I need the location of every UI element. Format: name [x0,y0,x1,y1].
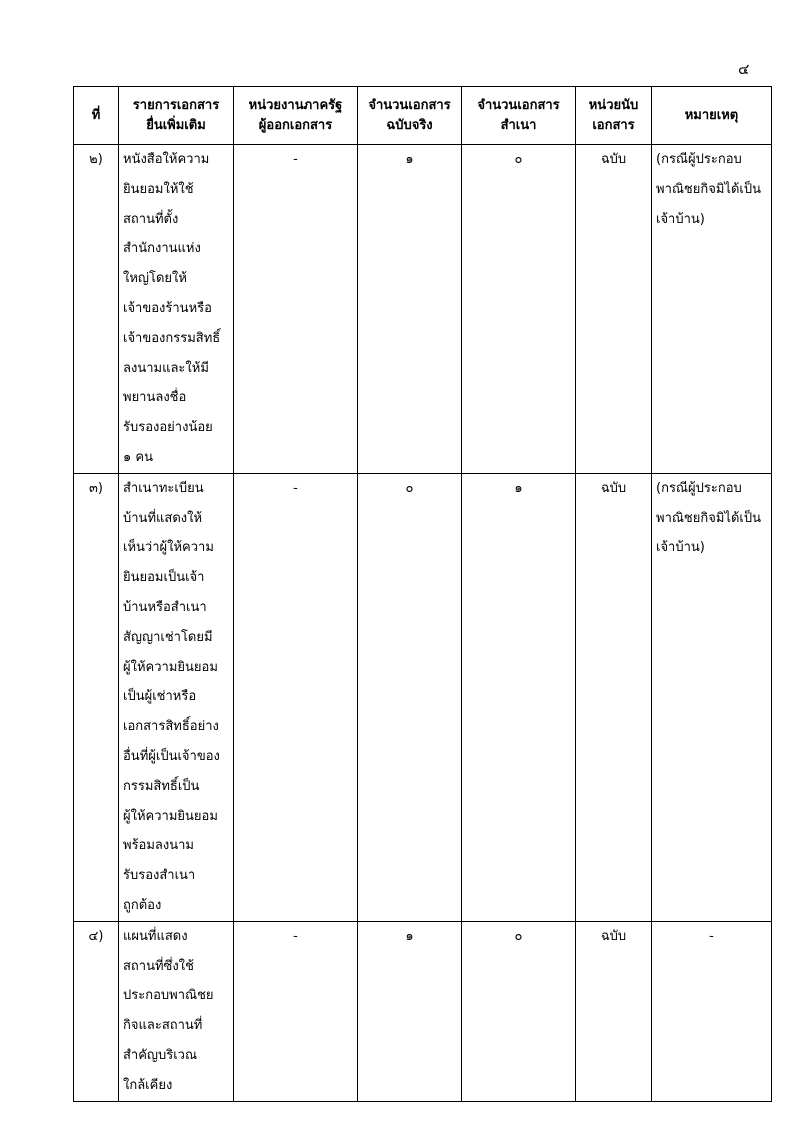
document-name-line: แผนที่แสดง [123,928,188,944]
document-unit: ฉบับ [576,473,652,921]
document-name-line: บ้านหรือสำเนา [123,599,207,615]
document-name-line: พยานลงชื่อ [123,390,187,406]
table-row [74,145,772,474]
remark [652,473,772,921]
document-name-line: เจ้าของร้านหรือ [123,300,212,316]
document-name-line: ผู้ให้ความยินยอม [123,808,218,824]
table-row [74,921,772,1101]
document-name [119,473,234,921]
original-count: ๑ [358,145,462,474]
document-name-line: รับรองอย่างน้อย [123,420,213,436]
documents-table [73,86,772,1102]
document-name-line: เห็นว่าผู้ให้ความ [123,540,214,556]
document-name [119,145,234,474]
document-name-line: สำนักงานแห่ง [123,241,201,257]
document-name-line: ใหญ่โดยให้ [123,271,187,287]
remark [652,145,772,474]
remark-line: เจ้าบ้าน) [656,211,705,227]
header-document: รายการเอกสาร ยื่นเพิ่มเติม [119,87,234,145]
document-name-line: อื่นที่ผู้เป็นเจ้าของ [123,748,220,764]
issuing-agency: - [234,473,358,921]
document-name-line: สำเนาทะเบียน [123,480,204,496]
remark-line: เจ้าบ้าน) [656,540,705,556]
remark-line: - [709,928,714,944]
document-name-line: กิจและสถานที่ [123,1018,203,1034]
remark-line: พาณิชยกิจมิได้เป็น [656,510,761,526]
row-number: ๓) [74,473,119,921]
document-name-line: กรรมสิทธิ์เป็น [123,778,200,794]
header-copy-count: จำนวนเอกสาร สำเนา [462,87,576,145]
document-name-line: พร้อมลงนาม [123,838,194,854]
document-name-line: ยินยอมเป็นเจ้า [123,570,205,586]
table-body [74,145,772,1102]
header-remark: หมายเหตุ [652,87,772,145]
table-row [74,473,772,921]
header-original-count: จำนวนเอกสาร ฉบับจริง [358,87,462,145]
issuing-agency: - [234,145,358,474]
document-name-line: สถานที่ซึ่งใช้ [123,958,194,974]
row-number: ๒) [74,145,119,474]
page-number: ๔ [738,60,750,78]
document-name-line: สัญญาเช่าโดยมี [123,629,213,645]
remark [652,921,772,1101]
document-name-line: ใกล้เคียง [123,1077,173,1093]
document-name-line: บ้านที่แสดงให้ [123,510,203,526]
row-number: ๔) [74,921,119,1101]
document-name [119,921,234,1101]
header-agency: หน่วยงานภาครัฐ ผู้ออกเอกสาร [234,87,358,145]
copy-count: ๐ [462,921,576,1101]
table-header-row [74,87,772,145]
original-count: ๑ [358,921,462,1101]
original-count: ๐ [358,473,462,921]
document-name-line: สำคัญบริเวณ [123,1047,198,1063]
document-name-line: เอกสารสิทธิ์อย่าง [123,719,219,735]
document-name-line: สถานที่ตั้ง [123,211,179,227]
header-unit: หน่วยนับ เอกสาร [576,87,652,145]
document-name-line: เจ้าของกรรมสิทธิ์ [123,330,221,346]
document-name-line: ๑ คน [123,449,153,465]
document-name-line: เป็นผู้เช่าหรือ [123,689,197,705]
document-name-line: ประกอบพาณิชย [123,988,214,1004]
issuing-agency: - [234,921,358,1101]
remark-line: (กรณีผู้ประกอบ [656,152,742,167]
remark-line: พาณิชยกิจมิได้เป็น [656,181,761,197]
header-no: ที่ [74,87,119,145]
document-name-line: ถูกต้อง [123,897,162,913]
copy-count: ๐ [462,145,576,474]
document-name-line: ลงนามและให้มี [123,360,209,376]
document-unit: ฉบับ [576,145,652,474]
document-name-line: ยินยอมให้ใช้ [123,181,194,197]
document-name-line: ผู้ให้ความยินยอม [123,659,218,675]
document-unit: ฉบับ [576,921,652,1101]
document-name-line: รับรองสำเนา [123,868,196,884]
remark-line: (กรณีผู้ประกอบ [656,480,742,496]
copy-count: ๑ [462,473,576,921]
document-name-line: หนังสือให้ความ [123,152,210,167]
